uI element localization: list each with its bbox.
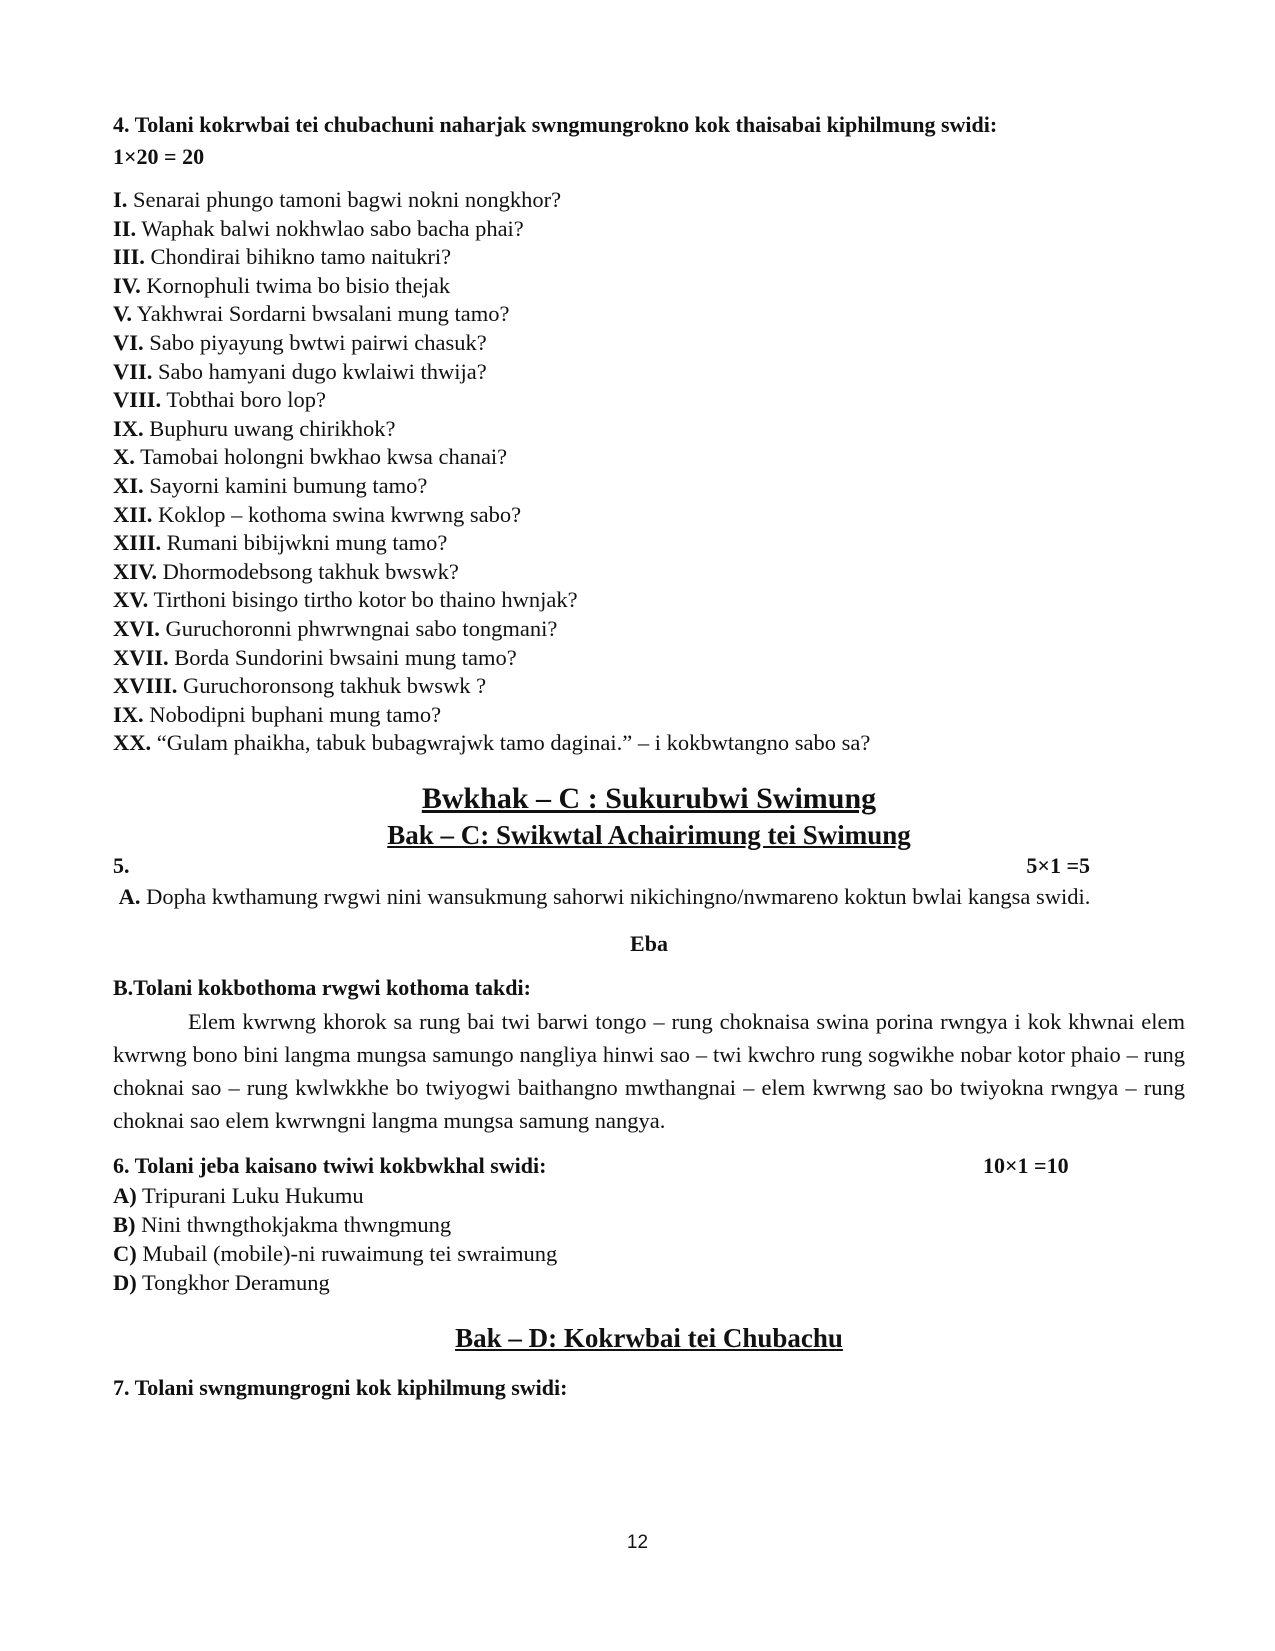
list-item: IX. Buphuru uwang chirikhok? — [113, 415, 396, 441]
list-item: XIII. Rumani bibijwkni mung tamo? — [113, 530, 448, 556]
list-item: IV. Kornophuli twima bo bisio thejak — [113, 272, 451, 298]
list-item: XII. Koklop – kothoma swina kwrwng sabo? — [113, 501, 522, 527]
section-d-title: Bak – D: Kokrwbai tei Chubachu — [455, 1322, 843, 1353]
section-c-subtitle: Bak – C: Swikwtal Achairimung tei Swimung — [387, 819, 911, 850]
question-5a-label: A. — [118, 883, 141, 909]
question-5b-paragraph: Elem kwrwng khorok sa rung bai twi barwi tongo – rung choknaisa swina porina rwngya i kok khwnai elem kwrwng bono bini langma mungsa samungo nangliya hinwi sao – twi kwchro rung sogwikhe nobar kotor phaio – rung choknai sao – rung kwlwkkhe bo twiyogwi baithangno mwthangnai – elem kwrwng sao bo twiyokna rwngya – rung choknai sao elem kwrwngni langma mungsa samung nangya. — [113, 1008, 1185, 1133]
list-item: XVI. Guruchoronni phwrwngnai sabo tongmani? — [113, 615, 558, 641]
question-5-number: 5. — [113, 852, 130, 878]
section-c-title: Bwkhak – C : Sukurubwi Swimung — [421, 781, 877, 815]
question-6-header — [113, 1151, 1185, 1181]
question-5b-heading: B.Tolani kokbothoma rwgwi kothoma takdi: — [113, 974, 531, 1000]
list-item: A) Tripurani Luku Hukumu — [113, 1182, 364, 1208]
question-6-marks: 10×1 =10 — [983, 1152, 1069, 1178]
list-item: VII. Sabo hamyani dugo kwlaiwi thwija? — [113, 358, 487, 384]
document-page — [113, 108, 1185, 1403]
page-number: 12 — [626, 1532, 649, 1553]
question-6-list — [113, 1181, 1185, 1297]
question-5-marks: 5×1 =5 — [1026, 852, 1090, 878]
question-4-marks: 1×20 = 20 — [113, 144, 205, 169]
question-5a — [113, 880, 1185, 913]
list-item: XVIII. Guruchoronsong takhuk bwswk ? — [113, 673, 487, 699]
list-item: XI. Sayorni kamini bumung tamo? — [113, 472, 428, 498]
list-item: X. Tamobai holongni bwkhao kwsa chanai? — [113, 444, 508, 470]
list-item: V. Yakhwrai Sordarni bwsalani mung tamo? — [113, 301, 510, 327]
question-4-heading — [113, 108, 1185, 142]
list-item: XIV. Dhormodebsong takhuk bwswk? — [113, 558, 459, 584]
question-7-heading: 7. Tolani swngmungrogni kok kiphilmung swidi: — [113, 1374, 568, 1400]
list-item: XVII. Borda Sundorini bwsaini mung tamo? — [113, 644, 517, 670]
list-item: II. Waphak balwi nokhwlao sabo bacha phai? — [113, 215, 524, 241]
list-item: XV. Tirthoni bisingo tirtho kotor bo thaino hwnjak? — [113, 587, 578, 613]
list-item: C) Mubail (mobile)-ni ruwaimung tei swraimung — [113, 1240, 558, 1266]
list-item: VIII. Tobthai boro lop? — [113, 387, 327, 413]
list-item: III. Chondirai bihikno tamo naitukri? — [113, 244, 452, 270]
list-item: B) Nini thwngthokjakma thwngmung — [113, 1211, 452, 1237]
list-item: VI. Sabo piyayung bwtwi pairwi chasuk? — [113, 329, 487, 355]
question-4-number: 4. — [113, 112, 130, 137]
question-5a-text: Dopha kwthamung rwgwi nini wansukmung sahorwi nikichingno/nwmareno koktun bwlai kangsa swidi. — [146, 883, 1091, 909]
list-item: XX. “Gulam phaikha, tabuk bubagwrajwk tamo daginai.” – i kokbwtangno sabo sa? — [113, 730, 871, 756]
question-4-list — [113, 186, 1185, 758]
question-6-heading: 6. Tolani jeba kaisano twiwi kokbwkhal swidi: — [113, 1152, 547, 1178]
question-4-text: Tolani kokrwbai tei chubachuni naharjak swngmungrokno kok thaisabai kiphilmung swidi: — [134, 112, 998, 137]
list-item: D) Tongkhor Deramung — [113, 1269, 330, 1295]
list-item: IX. Nobodipni buphani mung tamo? — [113, 701, 442, 727]
list-item: I. Senarai phungo tamoni bagwi nokni nongkhor? — [113, 187, 562, 212]
question-5-header — [113, 852, 1185, 880]
question-5-center-word: Eba — [630, 930, 668, 956]
